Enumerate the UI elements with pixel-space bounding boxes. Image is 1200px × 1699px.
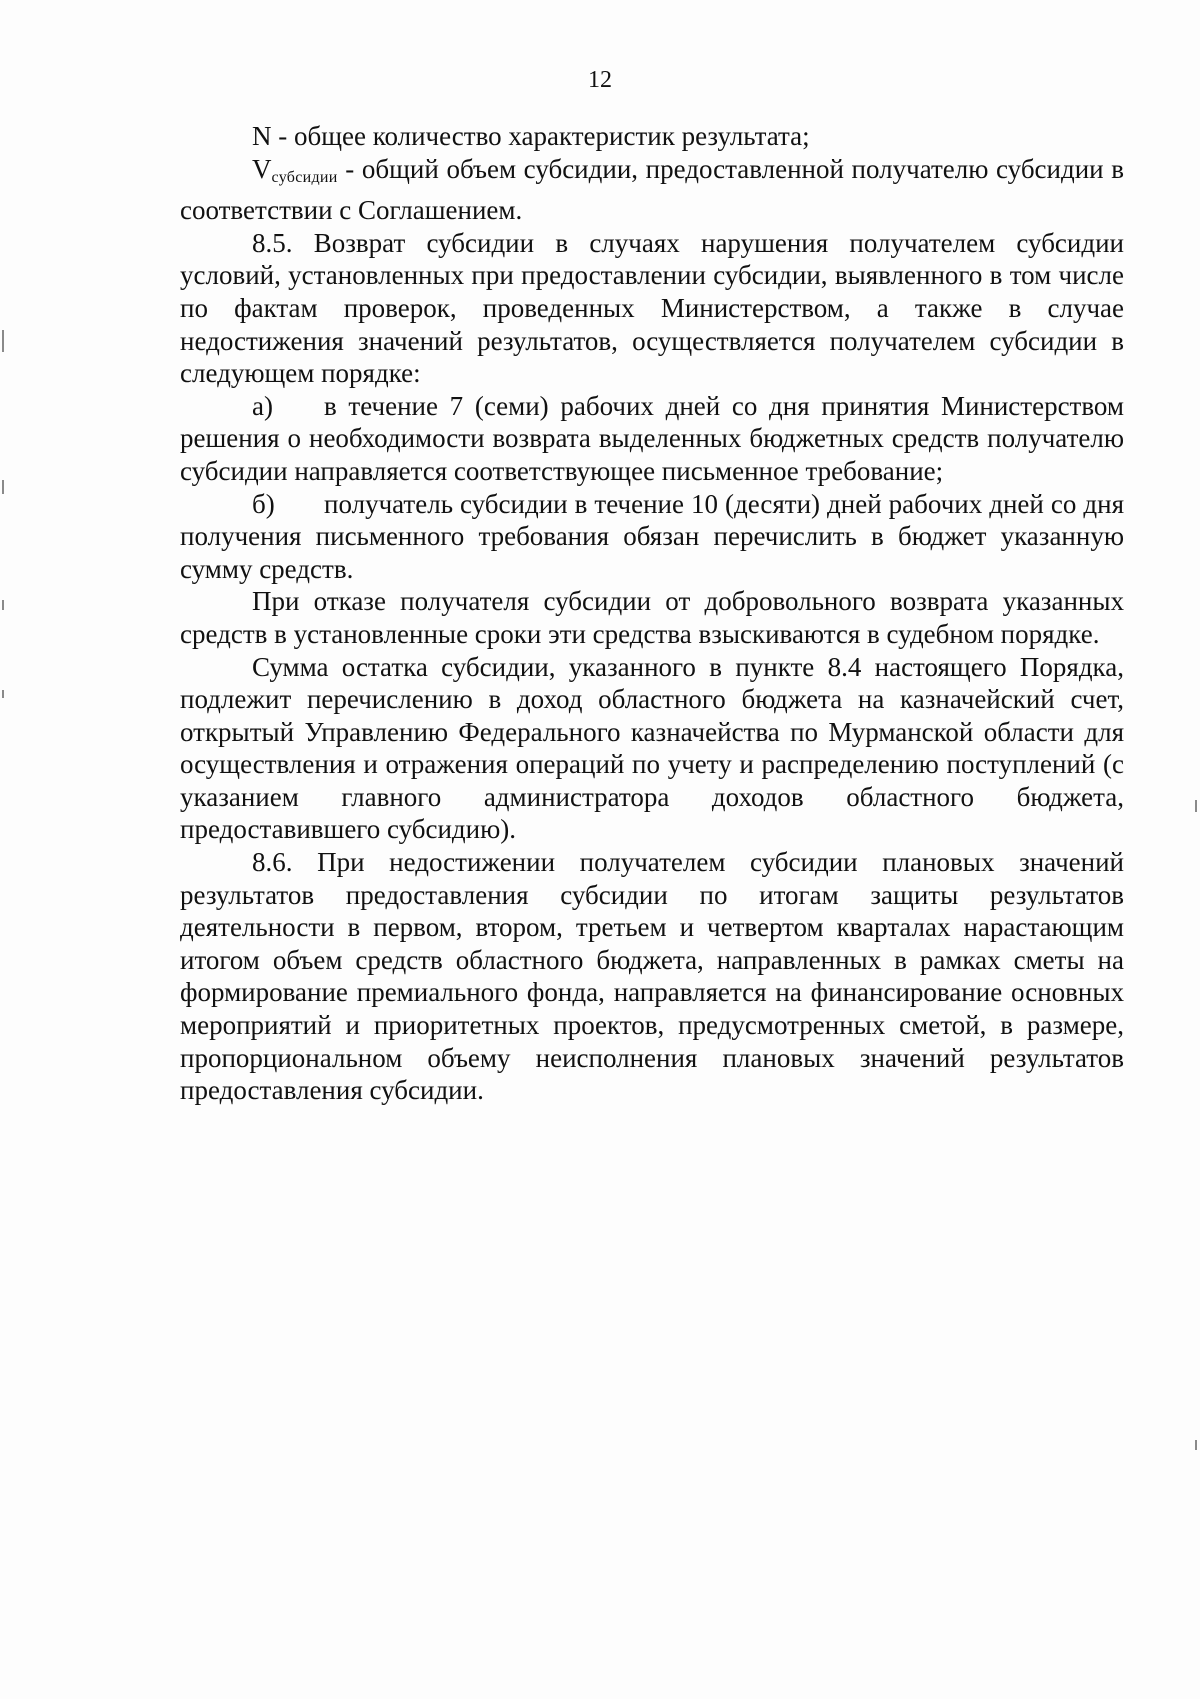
scan-edge-mark	[1195, 1440, 1197, 1450]
paragraph-refusal: При отказе получателя субсидии от добровольного возврата указанных средств в установленные сроки эти средства взыскиваются в судебном порядке.	[180, 586, 1124, 649]
paragraph-n-definition: N - общее количество характеристик результата;	[252, 121, 810, 151]
scan-edge-mark	[1195, 800, 1197, 812]
scan-edge-mark	[2, 330, 4, 352]
paragraph-8-5: 8.5. Возврат субсидии в случаях нарушения получателем субсидии условий, установленных при предоставлении субсидии, выявленного в том числе по фактам проверок, проведенных Министерством, а также в случае недостижения значений результатов, осуществляется получателем субсидии в следующем порядке:	[180, 227, 1124, 389]
scan-edge-mark	[2, 480, 4, 494]
document-body	[180, 120, 1124, 1107]
paragraph-8-6: 8.6. При недостижении получателем субсидии плановых значений результатов предоставления субсидии по итогам защиты результатов деятельности в первом, втором, третьем и четвертом кварталах нарастающим итогом объем средств областного бюджета, направленных в рамках сметы на формирование премиального фонда, направляется на финансирование основных мероприятий и приоритетных проектов, предусмотренных сметой, в размере, пропорциональном объему неисполнения плановых значений результатов предоставления субсидии.	[180, 847, 1124, 1106]
list-marker-a: а)	[252, 390, 273, 421]
list-item-b	[180, 488, 1124, 586]
paragraph-v-definition-text: - общий объем субсидии, предоставленной получателю субсидии в соответствии с Соглашением.	[180, 153, 1124, 226]
scan-edge-mark	[2, 690, 4, 698]
variable-v: V	[252, 153, 272, 184]
list-item-b-text: получатель субсидии в течение 10 (десяти) дней рабочих дней со дня получения письменного требования обязан перечислить в бюджет указанную сумму средств.	[180, 488, 1124, 584]
list-item-a	[180, 390, 1124, 488]
list-marker-b: б)	[252, 488, 275, 519]
page-number: 12	[588, 67, 612, 93]
scan-edge-mark	[2, 600, 4, 610]
list-item-a-text: в течение 7 (семи) рабочих дней со дня принятия Министерством решения о необходимости возврата выделенных бюджетных средств получателю субсидии направляется соответствующее письменное требование;	[180, 390, 1124, 486]
paragraph-v-definition	[180, 153, 1124, 227]
variable-subscript: субсидии	[271, 168, 338, 186]
paragraph-balance: Сумма остатка субсидии, указанного в пункте 8.4 настоящего Порядка, подлежит перечислению в доход областного бюджета на казначейский счет, открытый Управлению Федерального казначейства по Мурманской области для осуществления и отражения операций по учету и распределению поступлений (с указанием главного администратора доходов областного бюджета, предоставившего субсидию).	[180, 651, 1124, 845]
